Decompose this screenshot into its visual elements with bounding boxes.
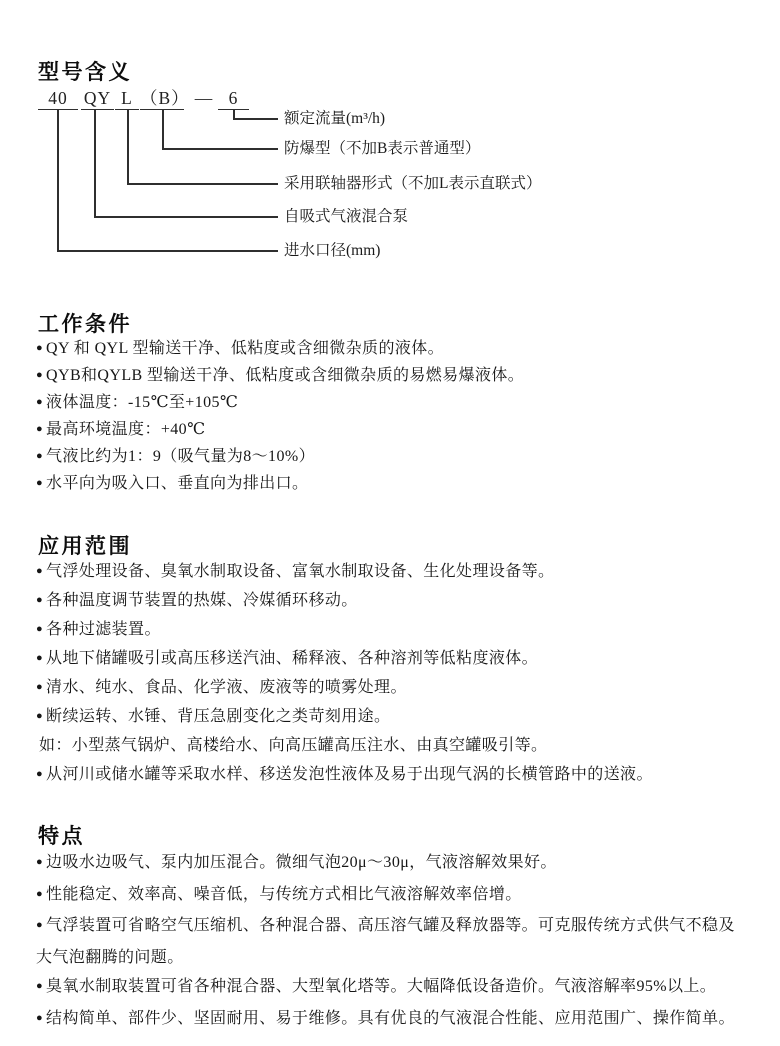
bullet-icon: ●: [36, 477, 44, 489]
list-item-text: 如：小型蒸气锅炉、高楼给水、向高压罐高压注水、由真空罐吸引等。: [39, 737, 548, 754]
bullet-icon: [36, 739, 39, 751]
list-item-text: 气浮装置可省略空气压缩机、各种混合器、高压溶气罐及释放器等。可克服传统方式供气不稳及大气泡翻腾的问题。: [36, 917, 735, 966]
list-item: [36, 417, 750, 444]
section-title-model-meaning: 型号含义: [38, 60, 132, 84]
list-item-text: 最高环境温度：+40℃: [46, 421, 206, 438]
bullet-icon: ●: [36, 423, 44, 435]
list-item-text: 臭氧水制取装置可省各种混合器、大型氧化塔等。大幅降低设备造价。气液溶解率95%以上。: [46, 978, 717, 995]
model-code-part-explosionproof: （B）: [140, 88, 190, 108]
list-item-text: 从河川或储水罐等采取水样、移送发泡性液体及易于出现气涡的长横管路中的送液。: [46, 766, 653, 783]
list-item: [36, 848, 750, 880]
list-item: [36, 390, 750, 417]
list-item-text: 断续运转、水锤、背压急剧变化之类苛刻用途。: [46, 708, 391, 725]
list-item: [36, 880, 750, 912]
list-item-text: 清水、纯水、食品、化学液、废液等的喷雾处理。: [46, 679, 407, 696]
connector-line: [94, 110, 96, 216]
bullet-icon: ●: [36, 652, 44, 664]
bullet-icon: ●: [36, 887, 44, 900]
list-item: [36, 911, 750, 972]
list-item-text: QY 和 QYL 型输送干净、低粘度或含细微杂质的液体。: [46, 340, 445, 357]
bullet-icon: ●: [36, 768, 44, 780]
connector-line: [162, 148, 278, 150]
bullet-icon: ●: [36, 710, 44, 722]
list-item-text: 性能稳定、效率高、噪音低，与传统方式相比气液溶解效率倍增。: [46, 885, 522, 903]
list-item: [36, 703, 750, 732]
connector-line: [127, 183, 278, 185]
model-code-part-inlet: 40: [38, 87, 78, 110]
list-item: [36, 616, 750, 645]
connector-line: [57, 250, 278, 252]
application-range-list: [36, 558, 750, 790]
model-code-dash: —: [194, 88, 214, 108]
model-code-part-coupling: L: [115, 87, 139, 110]
list-item: [36, 363, 750, 390]
list-item: [36, 674, 750, 703]
section-title-application-range: 应用范围: [38, 534, 132, 558]
bullet-icon: ●: [36, 980, 44, 992]
list-item: [36, 444, 750, 471]
section-title-features: 特点: [38, 824, 85, 848]
bullet-icon: ●: [36, 1011, 44, 1024]
bullet-icon: ●: [36, 681, 44, 693]
bullet-icon: ●: [36, 594, 44, 606]
list-item-text: 液体温度：-15℃至+105℃: [46, 394, 239, 411]
model-label-inlet-diameter: 进水口径(mm): [284, 242, 381, 259]
working-conditions-list: [36, 336, 750, 498]
section-title-working-conditions: 工作条件: [38, 312, 132, 336]
model-code-part-flow: 6: [218, 87, 249, 110]
list-item: [36, 972, 750, 1004]
bullet-icon: ●: [36, 369, 44, 381]
model-label-rated-flow: 额定流量(m³/h): [284, 110, 386, 127]
model-label-coupling-form: 采用联轴器形式（不加L表示直联式）: [284, 175, 542, 192]
bullet-icon: ●: [36, 919, 44, 931]
connector-line: [94, 216, 278, 218]
list-item: [36, 1004, 750, 1036]
list-item-text: 边吸水边吸气、泵内加压混合。微细气泡20μ～30μ，气液溶解效果好。: [46, 854, 557, 871]
features-list: [36, 848, 750, 1035]
model-code-part-type: QY: [81, 87, 114, 110]
connector-line: [127, 110, 129, 183]
connector-line: [233, 118, 278, 120]
list-item-text: 各种过滤装置。: [46, 621, 161, 638]
list-item-text: 气液比约为1：9（吸气量为8～10%）: [46, 448, 315, 465]
list-item-text: 气浮处理设备、臭氧水制取设备、富氧水制取设备、生化处理设备等。: [46, 563, 555, 580]
list-item: [36, 732, 750, 761]
list-item: [36, 645, 750, 674]
connector-line: [57, 110, 59, 250]
list-item: [36, 761, 750, 790]
bullet-icon: ●: [36, 623, 44, 635]
bullet-icon: ●: [36, 565, 44, 577]
list-item-text: QYB和QYLB 型输送干净、低粘度或含细微杂质的易燃易爆液体。: [46, 367, 525, 384]
connector-line: [162, 110, 164, 148]
list-item: [36, 336, 750, 363]
list-item: [36, 587, 750, 616]
list-item-text: 结构简单、部件少、坚固耐用、易于维修。具有优良的气液混合性能、应用范围广、操作简单。: [46, 1009, 735, 1027]
bullet-icon: ●: [36, 450, 44, 462]
list-item: [36, 558, 750, 587]
bullet-icon: ●: [36, 856, 44, 868]
list-item-text: 各种温度调节装置的热媒、冷媒循环移动。: [46, 592, 358, 609]
list-item: [36, 471, 750, 498]
list-item-text: 从地下储罐吸引或高压移送汽油、稀释液、各种溶剂等低粘度液体。: [46, 650, 539, 667]
bullet-icon: ●: [36, 342, 44, 354]
model-label-pump-type: 自吸式气液混合泵: [284, 208, 409, 225]
list-item-text: 水平向为吸入口、垂直向为排出口。: [46, 475, 309, 492]
bullet-icon: ●: [36, 396, 44, 408]
model-label-explosionproof: 防爆型（不加B表示普通型）: [284, 140, 481, 157]
